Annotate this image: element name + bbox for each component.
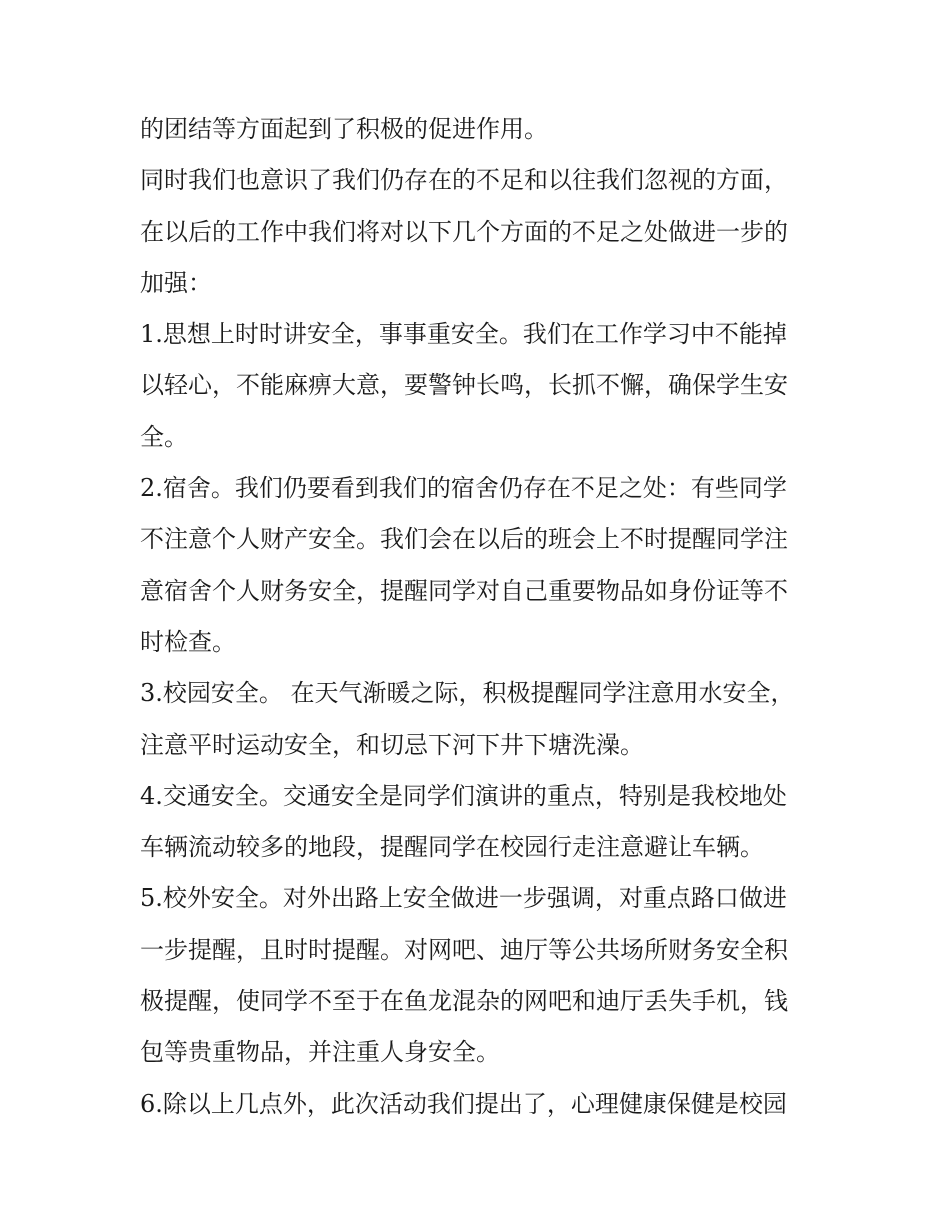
text-line: 车辆流动较多的地段，提醒同学在校园行走注意避让车辆。: [140, 833, 764, 862]
text-line: 全。: [140, 422, 188, 451]
text-line: 一步提醒，且时时提醒。对网吧、迪厅等公共场所财务安全积: [140, 935, 788, 964]
text-line: 2.宿舍。我们仍要看到我们的宿舍仍存在不足之处：有些同学: [140, 474, 787, 503]
text-line: 1.思想上时时讲安全，事事重安全。我们在工作学习中不能掉: [140, 320, 787, 349]
text-line: 5.校外安全。对外出路上安全做进一步强调，对重点路口做进: [140, 884, 787, 913]
text-line: 6.除以上几点外，此次活动我们提出了，心理健康保健是校园: [140, 1089, 787, 1118]
text-line: 4.交通安全。交通安全是同学们演讲的重点，特别是我校地处: [140, 781, 787, 810]
text-line: 同时我们也意识了我们仍存在的不足和以往我们忽视的方面，: [140, 166, 788, 195]
document-body: [140, 104, 830, 1130]
text-line: 加强：: [140, 268, 212, 297]
text-line: 包等贵重物品，并注重人身安全。: [140, 1038, 500, 1067]
text-line: 时检查。: [140, 627, 236, 656]
text-line: 的团结等方面起到了积极的促进作用。: [140, 115, 548, 143]
text-line: 意宿舍个人财务安全，提醒同学对自己重要物品如身份证等不: [140, 576, 788, 605]
text-line: 不注意个人财产安全。我们会在以后的班会上不时提醒同学注: [140, 525, 788, 554]
text-line: 注意平时运动安全，和切忌下河下井下塘洗澡。: [140, 730, 644, 759]
text-line: 3.校园安全。 在天气渐暖之际，积极提醒同学注意用水安全，: [140, 679, 795, 708]
text-line: 极提醒，使同学不至于在鱼龙混杂的网吧和迪厅丢失手机，钱: [140, 987, 788, 1016]
text-line: 以轻心，不能麻痹大意，要警钟长鸣，长抓不懈，确保学生安: [140, 371, 788, 400]
text-line: 在以后的工作中我们将对以下几个方面的不足之处做进一步的: [140, 217, 788, 246]
